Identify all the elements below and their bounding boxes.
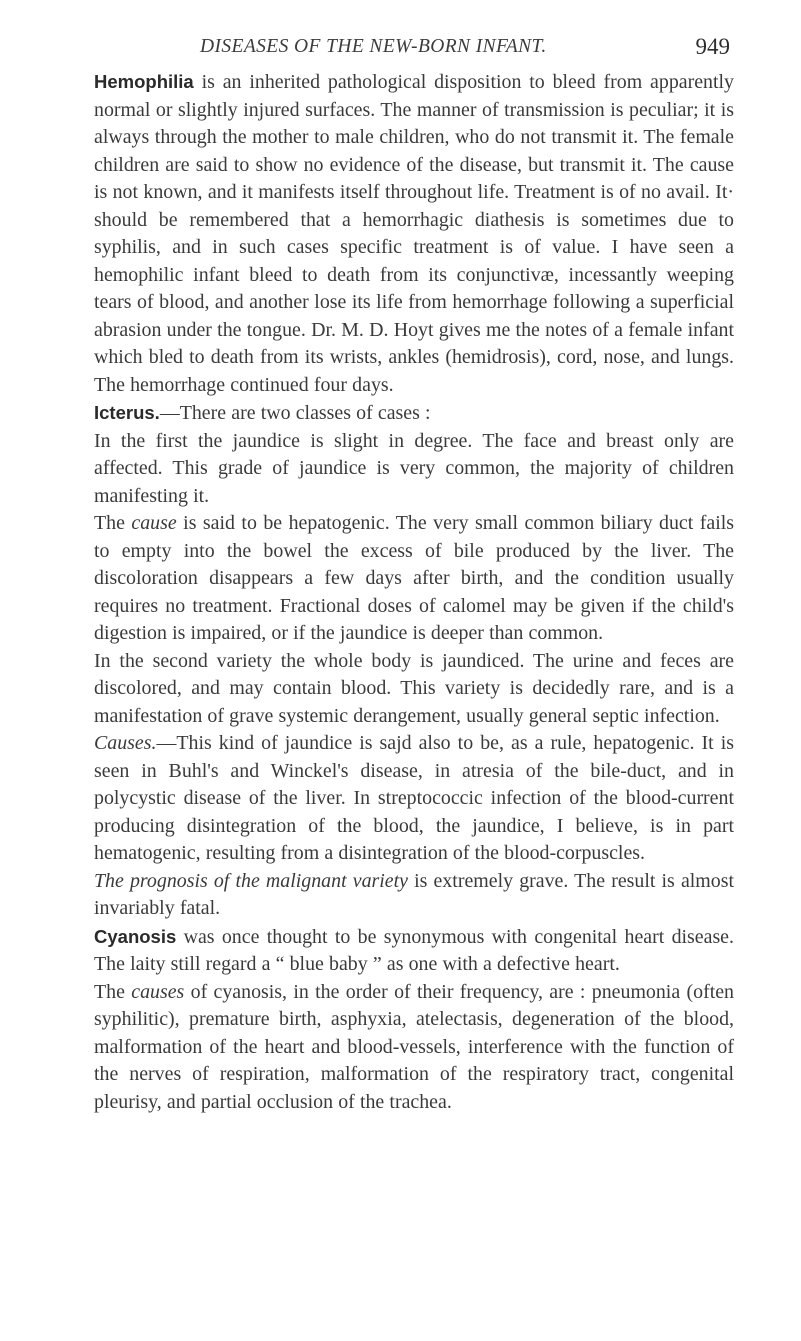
- paragraph-second-variety: [94, 648, 734, 731]
- paragraph-hemophilia: [94, 68, 734, 399]
- heading-icterus: Icterus.: [94, 402, 160, 423]
- paragraph-lead: The: [94, 512, 132, 534]
- running-title: DISEASES OF THE NEW-BORN INFANT.: [200, 36, 547, 57]
- paragraph-text: —This kind of jaundice is sajd also to be, as a rule, hepatogenic. It is seen in Buhl's and Winckel's disease, in atresia of the bile-duct, and in polycystic disease of the liver. In streptococcic infection of the blood-current producing disintegration of the blood, the jaundice, I believe, is in part hematogenic, resulting from a disintegration of the blood-corpuscles.: [94, 732, 734, 864]
- paragraph-first-class: [94, 428, 734, 511]
- paragraph-causes: [94, 730, 734, 868]
- paragraph-cyanosis: [94, 923, 734, 979]
- page-number: 949: [695, 34, 730, 59]
- italic-term: causes: [131, 980, 185, 1003]
- heading-cyanosis: Cyanosis: [94, 925, 177, 947]
- paragraph-text: In the first the jaundice is slight in degree. The face and breast only are affected. This grade of jaundice is very common, the majority of children manifesting it.: [94, 429, 734, 507]
- body-text: [94, 68, 734, 1116]
- paragraph-text: is said to be hepatogenic. The very small common biliary duct fails to empty into the bowel the excess of bile produced by the liver. The discoloration disappears a few days after birth, and the condition usually requires no treatment. Fractional doses of calomel may be given if the child's digestion is impaired, or if the jaundice is deeper than common.: [94, 512, 734, 644]
- italic-term: The prognosis of the malignant variety: [94, 869, 408, 892]
- paragraph-text: —There are two classes of cases :: [159, 402, 431, 424]
- paragraph-text: of cyanosis, in the order of their frequency, are : pneumonia (often syphilitic), premature birth, asphyxia, atelectasis, degeneration of the blood, malformation of the heart and blood-vessels, interference with the function of the nerves of respiration, malformation of the respiratory tract, congenital pleurisy, and partial occlusion of the trachea.: [94, 980, 734, 1113]
- paragraph-text: is extremely grave. The result is almost invariably fatal.: [94, 869, 734, 919]
- paragraph-cause: [94, 510, 734, 648]
- paragraph-text: In the second variety the whole body is jaundiced. The urine and feces are discolored, and may contain blood. This variety is decidedly rare, and is a manifestation of grave systemic derangement, usually general septic infection.: [94, 649, 734, 727]
- paragraph-lead: The: [94, 980, 132, 1003]
- book-page: [94, 32, 734, 1116]
- italic-term: Causes.: [94, 732, 157, 754]
- paragraph-cyanosis-causes: [94, 979, 734, 1117]
- running-header: [94, 32, 734, 68]
- paragraph-text: is an inherited pathological disposition to bleed from apparently normal or slightly injured surfaces. The manner of transmission is peculiar; it is always through the mother to male children, who do not transmit it. The female children are said to show no evidence of the disease, but transmit it. The cause is not known, and it manifests itself throughout life. Treatment is of no avail. It· should be remembered that a hemorrhagic diathesis is sometimes due to syphilis, and in such cases specific treatment is of value. I have seen a hemophilic infant bleed to death from its conjunctivæ, incessantly weeping tears of blood, and another lose its life from hemorrhage following a superficial abrasion under the tongue. Dr. M. D. Hoyt gives me the notes of a female infant which bled to death from its wrists, ankles (hemidrosis), cord, nose, and lungs. The hemorrhage continued four days.: [94, 71, 734, 396]
- italic-term: cause: [131, 512, 177, 534]
- heading-hemophilia: Hemophilia: [94, 71, 194, 92]
- paragraph-prognosis: [94, 868, 734, 923]
- paragraph-text: was once thought to be synonymous with congenital heart disease. The laity still regard a “ blue baby ” as one with a defective heart.: [94, 925, 734, 975]
- paragraph-icterus: [94, 399, 734, 428]
